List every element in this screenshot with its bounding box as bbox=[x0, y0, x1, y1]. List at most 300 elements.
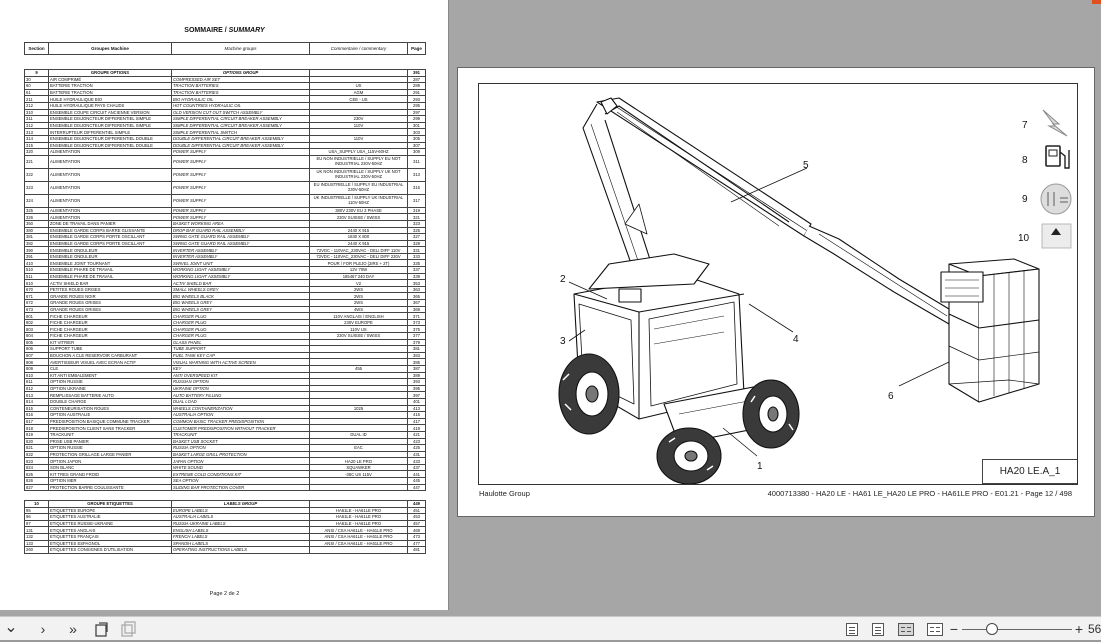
page-number: 421 bbox=[408, 431, 426, 438]
group-name-fr: ALIMENTATION bbox=[49, 214, 172, 221]
table-row bbox=[25, 149, 426, 156]
single-page-view-icon[interactable] bbox=[846, 623, 858, 636]
commentary: -35C US 115V bbox=[310, 471, 408, 478]
page-number: 433 bbox=[408, 458, 426, 465]
commentary: HA61LE - HA61LE PRO bbox=[310, 514, 408, 521]
group-name-fr: ENSEMBLE DISJONCTEUR DIFFERENTIEL DOUBLE bbox=[49, 142, 172, 149]
section-number: 320 bbox=[25, 149, 49, 156]
commentary bbox=[310, 418, 408, 425]
commentary: 110V ANGLAIS / ENGLISH bbox=[310, 313, 408, 320]
group-name-en: TUBE SUPPORT bbox=[172, 346, 310, 353]
callout-2: 2 bbox=[560, 274, 566, 285]
commentary: HA61LE - HA61LE PRO bbox=[310, 507, 408, 514]
page-number: 391 bbox=[408, 70, 426, 77]
page-number: 317 bbox=[408, 194, 426, 207]
left-page-footer: Page 2 de 2 bbox=[209, 591, 240, 597]
group-name-fr: BOUCHON A CLE RESERVOIR CARBURANT bbox=[49, 352, 172, 359]
zoom-out-button[interactable]: − bbox=[949, 621, 959, 637]
table-row bbox=[25, 240, 426, 247]
table-row bbox=[25, 181, 426, 194]
group-name-en: BIG WHEELS GREY bbox=[172, 300, 310, 307]
group-name-en: POWER SUPPLY bbox=[172, 214, 310, 221]
group-name-en: SLIDING BAR PROTECTION COVER bbox=[172, 484, 310, 491]
commentary: UK INDUSTRIELLE / SUPPLY UK INDUSTRIAL 110V-50HZ bbox=[310, 194, 408, 207]
table-row bbox=[25, 267, 426, 274]
table-row bbox=[25, 194, 426, 207]
group-name-fr: ENSEMBLE GARDE CORPS BARRE GLISSANTE bbox=[49, 227, 172, 234]
fuel-pump-icon bbox=[1046, 146, 1069, 168]
group-name-fr: OPTION RUSSIE bbox=[49, 379, 172, 386]
page-number: 365 bbox=[408, 293, 426, 300]
section-number: 315 bbox=[25, 142, 49, 149]
commentary: 380V 230V EU 3 PHASE bbox=[310, 207, 408, 214]
section-number: 804 bbox=[25, 333, 49, 340]
section-number: 212 bbox=[25, 102, 49, 109]
page-number: 389 bbox=[408, 372, 426, 379]
group-name-fr: ALIMENTATION bbox=[49, 207, 172, 214]
group-name-en: SPANISH LABELS bbox=[172, 540, 310, 547]
table-row bbox=[25, 478, 426, 485]
section-number: 670 bbox=[25, 286, 49, 293]
page-number: 333 bbox=[408, 253, 426, 260]
table-row bbox=[25, 293, 426, 300]
group-name-en: SEA OPTION bbox=[172, 478, 310, 485]
document-reference: 4000713380 - HA20 LE - HA61 LE_HA20 LE PRO - HA61LE PRO - E01.21 - Page 12 / 498 bbox=[767, 489, 1072, 498]
group-name-fr: PRISE USB PANIER bbox=[49, 438, 172, 445]
group-name-en: FRENCH LABELS bbox=[172, 533, 310, 540]
table-row bbox=[25, 372, 426, 379]
page-number: 419 bbox=[408, 425, 426, 432]
group-name-en: POWER SUPPLY bbox=[172, 155, 310, 168]
page-number: 369 bbox=[408, 306, 426, 313]
group-name-en: SIMPLE DIFFERENTIAL CIRCUIT BREAKER ASSEMBLY bbox=[172, 116, 310, 123]
group-name-en: BASKET LARGE GRILL PROTECTION bbox=[172, 451, 310, 458]
commentary: 72VDC - 110VAC_230VAC - DELI DIFF 230V bbox=[310, 253, 408, 260]
two-page-continuous-icon[interactable] bbox=[927, 623, 943, 636]
section-number: 816 bbox=[25, 412, 49, 419]
group-name-en: POWER SUPPLY bbox=[172, 168, 310, 181]
callout-1: 1 bbox=[757, 461, 763, 472]
table-row bbox=[25, 484, 426, 491]
section-number: 390 bbox=[25, 247, 49, 254]
table-row bbox=[25, 102, 426, 109]
table-row bbox=[25, 207, 426, 214]
group-header-row bbox=[25, 501, 426, 508]
table-row bbox=[25, 431, 426, 438]
section-number: 324 bbox=[25, 194, 49, 207]
table-row bbox=[25, 507, 426, 514]
group-name-fr: AIR COMPRIMÉ bbox=[49, 76, 172, 83]
two-page-view-icon[interactable] bbox=[898, 623, 914, 636]
group-name-en: AUTO BATTERY FILLING bbox=[172, 392, 310, 399]
table-row bbox=[25, 83, 426, 90]
table-row bbox=[25, 533, 426, 540]
page-number: 385 bbox=[408, 359, 426, 366]
section-number: 60 bbox=[25, 83, 49, 90]
callout-3: 3 bbox=[560, 336, 566, 347]
next-page-button[interactable]: › bbox=[40, 621, 46, 637]
commentary: UK NON INDUSTRIELLE / SUPPLY UK NOT INDUSTRIAL 230V-50HZ bbox=[310, 168, 408, 181]
group-name-en: BASKET WORKING AREA bbox=[172, 220, 310, 227]
commentary: ANSI / CSA HA61LE - HA61LE PRO bbox=[310, 533, 408, 540]
commentary bbox=[310, 129, 408, 136]
commentary: 2WS bbox=[310, 286, 408, 293]
table-row bbox=[25, 89, 426, 96]
page-number: 293 bbox=[408, 96, 426, 103]
zoom-slider-track[interactable] bbox=[962, 629, 1072, 630]
lightning-icon bbox=[1043, 110, 1067, 136]
table-row bbox=[25, 234, 426, 241]
group-name-fr: PREDISPOSITION CLIENT SANS TRACKER bbox=[49, 425, 172, 432]
group-name-fr: ENSEMBLE PHARE DE TRAVAIL bbox=[49, 267, 172, 274]
group-name-en: VISUAL WARNING WITH ACTIVE SCREEN bbox=[172, 359, 310, 366]
section-number: 211 bbox=[25, 96, 49, 103]
commentary bbox=[310, 76, 408, 83]
group-name-fr: FICHE CHARGEUR bbox=[49, 319, 172, 326]
page-number: 307 bbox=[408, 142, 426, 149]
page-number: 367 bbox=[408, 300, 426, 307]
section-number: 132 bbox=[25, 533, 49, 540]
section-number: 814 bbox=[25, 398, 49, 405]
group-name-fr: OPTION UKRAINE bbox=[49, 385, 172, 392]
section-number: 311 bbox=[25, 116, 49, 123]
section-number: 824 bbox=[25, 464, 49, 471]
page-number: 387 bbox=[408, 365, 426, 372]
section-number: 313 bbox=[25, 129, 49, 136]
section-number: 326 bbox=[25, 214, 49, 221]
last-page-button[interactable]: » bbox=[69, 621, 77, 637]
page-number: 301 bbox=[408, 122, 426, 129]
section-number: 325 bbox=[25, 207, 49, 214]
table-row bbox=[25, 520, 426, 527]
commentary: 230V SUISSE / SWISS bbox=[310, 333, 408, 340]
page-number: 413 bbox=[408, 405, 426, 412]
table-row bbox=[25, 392, 426, 399]
section-number: 813 bbox=[25, 392, 49, 399]
section-number: 818 bbox=[25, 425, 49, 432]
table-row bbox=[25, 306, 426, 313]
section-number: 260 bbox=[25, 547, 49, 554]
callout-9: 9 bbox=[1022, 194, 1028, 205]
group-name-fr: ENSEMBLE JOINT TOURNANT bbox=[49, 260, 172, 267]
commentary: DUAL ID bbox=[310, 431, 408, 438]
commentary bbox=[310, 372, 408, 379]
section-number: 808 bbox=[25, 359, 49, 366]
group-name-en: SWING GATE GUARD RAIL ASSEMBLY bbox=[172, 234, 310, 241]
page-number: 457 bbox=[408, 520, 426, 527]
group-name-fr: BATTERIE TRACTION bbox=[49, 83, 172, 90]
section-number: 95 bbox=[25, 507, 49, 514]
page-number: 377 bbox=[408, 333, 426, 340]
section-number: 802 bbox=[25, 319, 49, 326]
col-page: Page bbox=[408, 43, 426, 55]
page-number: 327 bbox=[408, 234, 426, 241]
group-name-fr: OPTION RUSSIE bbox=[49, 445, 172, 452]
table-row bbox=[25, 365, 426, 372]
page-number: 295 bbox=[408, 102, 426, 109]
page-number: 299 bbox=[408, 116, 426, 123]
plug-icon bbox=[1041, 184, 1071, 214]
col-groupes-machine: Groupes Machine bbox=[49, 43, 172, 55]
callout-10: 10 bbox=[1018, 233, 1030, 244]
group-name-en: TRACTION BATTERIES bbox=[172, 89, 310, 96]
commentary bbox=[310, 339, 408, 346]
aerial-lift-drawing bbox=[479, 84, 1078, 485]
zoom-slider-thumb[interactable] bbox=[986, 623, 998, 635]
table-row bbox=[25, 260, 426, 267]
commentary: EAC bbox=[310, 445, 408, 452]
table-row bbox=[25, 527, 426, 534]
commentary bbox=[310, 478, 408, 485]
group-name-fr: ENSEMBLE ONDULEUR bbox=[49, 253, 172, 260]
commentary: 2440 X 915 bbox=[310, 240, 408, 247]
section-number: 30 bbox=[25, 76, 49, 83]
commentary: CEE - US bbox=[310, 96, 408, 103]
section-number: 803 bbox=[25, 326, 49, 333]
group-name-en: TRACTION BATTERIES bbox=[172, 83, 310, 90]
zoom-in-button[interactable]: + bbox=[1074, 621, 1084, 637]
page-number: 401 bbox=[408, 398, 426, 405]
commentary bbox=[310, 220, 408, 227]
section-number: 410 bbox=[25, 260, 49, 267]
section-number: 10 bbox=[25, 501, 49, 508]
section-number: 510 bbox=[25, 267, 49, 274]
commentary bbox=[310, 412, 408, 419]
group-name-en: INVERTER ASSEMBLY bbox=[172, 247, 310, 254]
table-row bbox=[25, 96, 426, 103]
table-row bbox=[25, 227, 426, 234]
group-name-en: CHARGER PLUG bbox=[172, 333, 310, 340]
section-number: 96 bbox=[25, 514, 49, 521]
section-number: 350 bbox=[25, 220, 49, 227]
group-name-fr: ALIMENTATION bbox=[49, 155, 172, 168]
commentary bbox=[310, 70, 408, 77]
group-name-en: DOUBLE DIFFERENTIAL CIRCUIT BREAKER ASSEMBLY bbox=[172, 135, 310, 142]
group-name-fr: ENSEMBLE DISJONCTEUR DIFFERENTIEL SIMPLE bbox=[49, 122, 172, 129]
commentary: 230V SUISSE / SWISS bbox=[310, 214, 408, 221]
zoom-level[interactable]: 56 bbox=[1088, 622, 1101, 636]
section-number: 382 bbox=[25, 240, 49, 247]
group-name-en: COMMON BASIC TRACKER PREDISPOSITION bbox=[172, 418, 310, 425]
group-name-en: DUAL LOAD bbox=[172, 398, 310, 405]
section-number: 819 bbox=[25, 431, 49, 438]
group-name-en: ACTIV SHIELD BAR bbox=[172, 280, 310, 287]
group-name-fr: GROUPE ETIQUETTES bbox=[49, 501, 172, 508]
commentary bbox=[310, 501, 408, 508]
group-name-fr: FICHE CHARGEUR bbox=[49, 326, 172, 333]
commentary: 110V bbox=[310, 122, 408, 129]
group-name-fr: ENSEMBLE ONDULEUR bbox=[49, 247, 172, 254]
page-number: 381 bbox=[408, 346, 426, 353]
parts-page bbox=[457, 67, 1095, 517]
section-number: 809 bbox=[25, 365, 49, 372]
group-name-en: LABELS GROUP bbox=[172, 501, 310, 508]
group-name-fr: ETIQUETTES ANGLAIS bbox=[49, 527, 172, 534]
section-number: 671 bbox=[25, 293, 49, 300]
group-name-en: INVERTER ASSEMBLY bbox=[172, 253, 310, 260]
commentary: POUR / FOR PLEJO (2IRS + 2T) bbox=[310, 260, 408, 267]
page-number: 393 bbox=[408, 379, 426, 386]
page-number: 383 bbox=[408, 352, 426, 359]
section-number: 823 bbox=[25, 458, 49, 465]
page-number: 321 bbox=[408, 214, 426, 221]
section-number: 820 bbox=[25, 438, 49, 445]
group-name-en: WORKING LIGHT ASSEMBLY bbox=[172, 273, 310, 280]
summary-title: SOMMAIRE / SUMMARY bbox=[184, 27, 265, 34]
commentary: 1025 bbox=[310, 405, 408, 412]
section-number: 323 bbox=[25, 181, 49, 194]
page-number: 313 bbox=[408, 168, 426, 181]
table-row bbox=[25, 253, 426, 260]
section-number: 97 bbox=[25, 520, 49, 527]
group-name-fr: GROUPE OPTIONS bbox=[49, 70, 172, 77]
table-row bbox=[25, 286, 426, 293]
callout-4: 4 bbox=[793, 334, 799, 345]
page-number: 309 bbox=[408, 149, 426, 156]
table-row bbox=[25, 319, 426, 326]
group-name-fr: BATTERIE TRACTION bbox=[49, 89, 172, 96]
page-number: 353 bbox=[408, 280, 426, 287]
table-row bbox=[25, 547, 426, 554]
page-number: 397 bbox=[408, 392, 426, 399]
page-number: 423 bbox=[408, 438, 426, 445]
page-number: 453 bbox=[408, 514, 426, 521]
page-number: 395 bbox=[408, 385, 426, 392]
group-name-fr: ETIQUETTES EUROPE bbox=[49, 507, 172, 514]
group-name-en: BIO HYDRAULIC OIL bbox=[172, 96, 310, 103]
page-number: 363 bbox=[408, 286, 426, 293]
group-name-en: FUEL TANK KEY CAP bbox=[172, 352, 310, 359]
window-accent bbox=[1092, 0, 1101, 4]
group-name-en: POWER SUPPLY bbox=[172, 181, 310, 194]
section-number: 801 bbox=[25, 313, 49, 320]
page-number: 469 bbox=[408, 527, 426, 534]
commentary: 12V 70W bbox=[310, 267, 408, 274]
rotate-page-icon[interactable] bbox=[92, 620, 112, 638]
section-number: 381 bbox=[25, 234, 49, 241]
group-name-en: SIMPLE DIFFERENTIAL CIRCUIT BREAKER ASSEMBLY bbox=[172, 122, 310, 129]
table-row bbox=[25, 412, 426, 419]
group-name-en: POWER SUPPLY bbox=[172, 194, 310, 207]
group-name-en: SIMPLE DIFFERENTIAL SWITCH bbox=[172, 129, 310, 136]
commentary bbox=[310, 102, 408, 109]
group-name-fr: ENSEMBLE DISJONCTEUR DIFFERENTIEL DOUBLE bbox=[49, 135, 172, 142]
commentary bbox=[310, 379, 408, 386]
figure-reference-label: HA20 LE.A_1 bbox=[982, 459, 1078, 484]
page-number: 431 bbox=[408, 451, 426, 458]
commentary bbox=[310, 398, 408, 405]
table-row bbox=[25, 359, 426, 366]
group-name-fr: PROTECTION GRILLAGE LARGE PANIER bbox=[49, 451, 172, 458]
section-number: 133 bbox=[25, 540, 49, 547]
group-name-fr: PROTECTION BARRE COULISSANTE bbox=[49, 484, 172, 491]
group-name-en: CHARGER PLUG bbox=[172, 319, 310, 326]
commentary bbox=[310, 547, 408, 554]
group-name-fr: CONTENEURISATION ROUES bbox=[49, 405, 172, 412]
section-number: 807 bbox=[25, 352, 49, 359]
section-number: 131 bbox=[25, 527, 49, 534]
page-number: 437 bbox=[408, 464, 426, 471]
group-name-en: CHARGER PLUG bbox=[172, 326, 310, 333]
group-name-fr: ETIQUETTES RUSSIE-UKRAINE bbox=[49, 520, 172, 527]
section-number: 310 bbox=[25, 109, 49, 116]
page-number: 481 bbox=[408, 547, 426, 554]
group-name-fr: KIT ANTI EMBALEMENT bbox=[49, 372, 172, 379]
page-number: 319 bbox=[408, 207, 426, 214]
section-number: 805 bbox=[25, 339, 49, 346]
commentary: 1830 X 800 bbox=[310, 234, 408, 241]
page-number: 371 bbox=[408, 313, 426, 320]
group-name-en: CHARGER PLUG bbox=[172, 313, 310, 320]
table-row bbox=[25, 76, 426, 83]
table-row bbox=[25, 220, 426, 227]
commentary bbox=[310, 142, 408, 149]
table-row bbox=[25, 418, 426, 425]
group-name-en: EUROPE LABELS bbox=[172, 507, 310, 514]
commentary: 110V US bbox=[310, 326, 408, 333]
commentary: HA61LE - HA61LE PRO bbox=[310, 520, 408, 527]
commentary bbox=[310, 425, 408, 432]
page-number: 315 bbox=[408, 181, 426, 194]
continuous-view-icon[interactable] bbox=[872, 623, 884, 636]
commentary: HA20 LE PRO bbox=[310, 458, 408, 465]
page-number: 339 bbox=[408, 273, 426, 280]
group-name-en: KEY bbox=[172, 365, 310, 372]
chevron-down-icon[interactable]: ⌄ bbox=[4, 619, 18, 636]
commentary bbox=[310, 385, 408, 392]
table-row bbox=[25, 273, 426, 280]
commentary: ANSI / CSA HA61LE - HA61LE PRO bbox=[310, 540, 408, 547]
table-row bbox=[25, 379, 426, 386]
section-number: 321 bbox=[25, 155, 49, 168]
section-number: 314 bbox=[25, 135, 49, 142]
group-name-fr: ZONE DE TRAVAIL DANS PANIER bbox=[49, 220, 172, 227]
section-number: 391 bbox=[25, 253, 49, 260]
section-number: 610 bbox=[25, 280, 49, 287]
group-name-fr: AVERTISSEUR VISUEL AVEC ECRAN ACTIF bbox=[49, 359, 172, 366]
copy-page-icon[interactable] bbox=[118, 620, 138, 638]
page-number: 303 bbox=[408, 129, 426, 136]
section-number: 806 bbox=[25, 346, 49, 353]
commentary: 2WS bbox=[310, 293, 408, 300]
table-row bbox=[25, 122, 426, 129]
group-name-fr: ALIMENTATION bbox=[49, 181, 172, 194]
group-name-fr: KIT TRES GRAND FROID bbox=[49, 471, 172, 478]
group-name-en: BIG WHEELS BLACK bbox=[172, 293, 310, 300]
group-name-fr: ETIQUETTES FRANÇAIS bbox=[49, 533, 172, 540]
page-number: 289 bbox=[408, 83, 426, 90]
table-row bbox=[25, 464, 426, 471]
table-row bbox=[25, 142, 426, 149]
group-name-en: UKRAINE OPTION bbox=[172, 385, 310, 392]
group-name-en: RUSSIA-UKRAINE LABELS bbox=[172, 520, 310, 527]
group-name-fr: PETITES ROUES GRISES bbox=[49, 286, 172, 293]
page-number: 337 bbox=[408, 267, 426, 274]
group-header-row bbox=[25, 70, 426, 77]
table-row bbox=[25, 129, 426, 136]
group-name-fr: ALIMENTATION bbox=[49, 194, 172, 207]
commentary: US bbox=[310, 83, 408, 90]
warning-triangle-icon bbox=[1042, 224, 1071, 248]
page-number: 323 bbox=[408, 220, 426, 227]
summary-page bbox=[0, 0, 449, 610]
group-name-fr: HUILE HYDRAULIQUE BIO bbox=[49, 96, 172, 103]
page-number: 335 bbox=[408, 260, 426, 267]
group-name-fr: OPTION MER bbox=[49, 478, 172, 485]
options-group-table bbox=[24, 69, 426, 491]
group-name-fr: OPTION JAPON bbox=[49, 458, 172, 465]
table-row bbox=[25, 326, 426, 333]
